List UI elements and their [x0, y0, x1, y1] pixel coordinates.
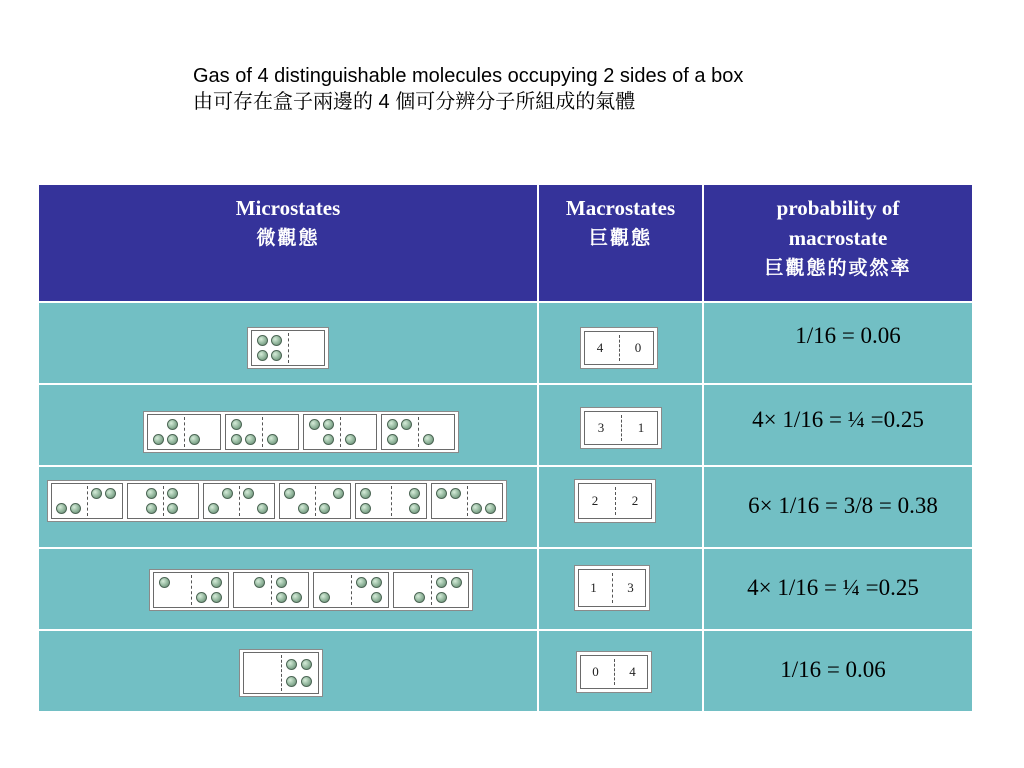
microstate-box — [225, 414, 299, 450]
molecule — [196, 592, 207, 603]
macrostate-box — [580, 327, 658, 369]
molecule — [471, 503, 482, 514]
microstate-box — [127, 483, 199, 519]
molecule — [323, 434, 334, 445]
molecule — [401, 419, 412, 430]
molecule — [451, 577, 462, 588]
title-chinese: 由可存在盒子兩邊的 4 個可分辨分子所組成的氣體 — [193, 91, 636, 113]
molecule — [298, 503, 309, 514]
microstates-table — [37, 183, 974, 713]
microstate-strip — [143, 411, 459, 453]
macrostate-box — [574, 565, 650, 611]
macrostate-left-count: 4 — [596, 340, 604, 355]
probability-cell — [703, 384, 973, 466]
microstates-cell — [38, 630, 538, 712]
molecule — [271, 350, 282, 361]
molecule — [254, 577, 265, 588]
molecule — [485, 503, 496, 514]
macrostate-box — [576, 651, 652, 693]
molecule — [371, 577, 382, 588]
macrostate-left-count: 0 — [592, 664, 599, 679]
macrostate-left-count: 3 — [597, 420, 605, 435]
title-english: Gas of 4 distinguishable molecules occupying 2 sides of a box — [193, 65, 744, 87]
microstates-cell — [38, 548, 538, 630]
molecule — [436, 577, 447, 588]
molecule — [309, 419, 320, 430]
slide-title — [193, 63, 913, 115]
molecule — [257, 503, 268, 514]
microstate-strip — [149, 569, 473, 611]
macrostate-cell — [538, 384, 703, 466]
macrostate-left-count: 1 — [590, 580, 597, 595]
header-microstates: Microstates 微觀態 — [38, 184, 538, 302]
molecule — [167, 419, 178, 430]
probability-cell — [703, 548, 973, 630]
molecule — [231, 434, 242, 445]
molecule — [356, 577, 367, 588]
molecule — [276, 592, 287, 603]
table-row — [38, 466, 973, 548]
molecule — [319, 503, 330, 514]
macrostate-right-count: 3 — [627, 580, 634, 595]
microstate-box — [355, 483, 427, 519]
molecule — [159, 577, 170, 588]
molecule — [387, 419, 398, 430]
macrostate-cell — [538, 302, 703, 384]
molecule — [436, 592, 447, 603]
microstate-strip — [47, 480, 507, 522]
molecule — [208, 503, 219, 514]
molecule — [211, 592, 222, 603]
molecule — [105, 488, 116, 499]
molecule — [450, 488, 461, 499]
molecule — [301, 676, 312, 687]
molecule — [146, 488, 157, 499]
table-row — [38, 384, 973, 466]
microstate-box — [381, 414, 455, 450]
molecule — [286, 659, 297, 670]
macrostate-box — [574, 479, 656, 523]
probability-cell — [703, 630, 973, 712]
microstates-cell — [38, 302, 538, 384]
macrostate-box — [580, 407, 662, 449]
microstate-box — [233, 572, 309, 608]
macrostate-cell — [538, 548, 703, 630]
molecule — [423, 434, 434, 445]
molecule — [167, 503, 178, 514]
header-macrostates: Macrostates 巨觀態 — [538, 184, 703, 302]
table-row — [38, 302, 973, 384]
microstate-box — [243, 652, 319, 694]
macrostate-right-count: 1 — [637, 420, 645, 435]
macrostate-right-count: 2 — [631, 493, 639, 508]
molecule — [319, 592, 330, 603]
microstate-box — [279, 483, 351, 519]
molecule — [276, 577, 287, 588]
table-row — [38, 548, 973, 630]
probability-value: 1/16 = 0.06 — [795, 323, 901, 348]
microstate-box — [153, 572, 229, 608]
microstate-box — [303, 414, 377, 450]
molecule — [267, 434, 278, 445]
molecule — [333, 488, 344, 499]
molecule — [409, 503, 420, 514]
microstate-box — [51, 483, 123, 519]
microstates-cell — [38, 466, 538, 548]
molecule — [70, 503, 81, 514]
molecule — [146, 503, 157, 514]
molecule — [284, 488, 295, 499]
molecule — [387, 434, 398, 445]
molecule — [414, 592, 425, 603]
microstate-box — [431, 483, 503, 519]
molecule — [167, 434, 178, 445]
microstate-box — [147, 414, 221, 450]
molecule — [257, 335, 268, 346]
microstate-box — [393, 572, 469, 608]
macrostate-cell — [538, 630, 703, 712]
macrostate-left-count: 2 — [591, 493, 599, 508]
probability-cell — [703, 466, 973, 548]
molecule — [222, 488, 233, 499]
table-row — [38, 630, 973, 712]
molecule — [167, 488, 178, 499]
header-row — [38, 184, 973, 302]
molecule — [245, 434, 256, 445]
molecule — [153, 434, 164, 445]
molecule — [271, 335, 282, 346]
molecule — [257, 350, 268, 361]
probability-value: 4× 1/16 = ¼ =0.25 — [747, 575, 919, 600]
molecule — [211, 577, 222, 588]
molecule — [56, 503, 67, 514]
molecule — [436, 488, 447, 499]
microstate-strip — [239, 649, 323, 697]
molecule — [286, 676, 297, 687]
microstates-cell — [38, 384, 538, 466]
microstate-box — [203, 483, 275, 519]
molecule — [371, 592, 382, 603]
molecule — [360, 503, 371, 514]
macrostate-right-count: 4 — [629, 664, 636, 679]
probability-value: 4× 1/16 = ¼ =0.25 — [752, 407, 924, 432]
molecule — [91, 488, 102, 499]
molecule — [189, 434, 200, 445]
molecule — [409, 488, 420, 499]
microstate-strip — [247, 327, 329, 369]
macrostate-cell — [538, 466, 703, 548]
probability-value: 1/16 = 0.06 — [780, 657, 886, 682]
header-probability: probability of macrostate 巨觀態的或然率 — [703, 184, 973, 302]
molecule — [243, 488, 254, 499]
molecule — [345, 434, 356, 445]
molecule — [301, 659, 312, 670]
microstate-box — [313, 572, 389, 608]
molecule — [291, 592, 302, 603]
microstate-box — [251, 330, 325, 366]
molecule — [360, 488, 371, 499]
molecule — [323, 419, 334, 430]
probability-cell — [703, 302, 973, 384]
macrostate-right-count: 0 — [634, 340, 642, 355]
probability-value: 6× 1/16 = 3/8 = 0.38 — [748, 493, 938, 518]
molecule — [231, 419, 242, 430]
